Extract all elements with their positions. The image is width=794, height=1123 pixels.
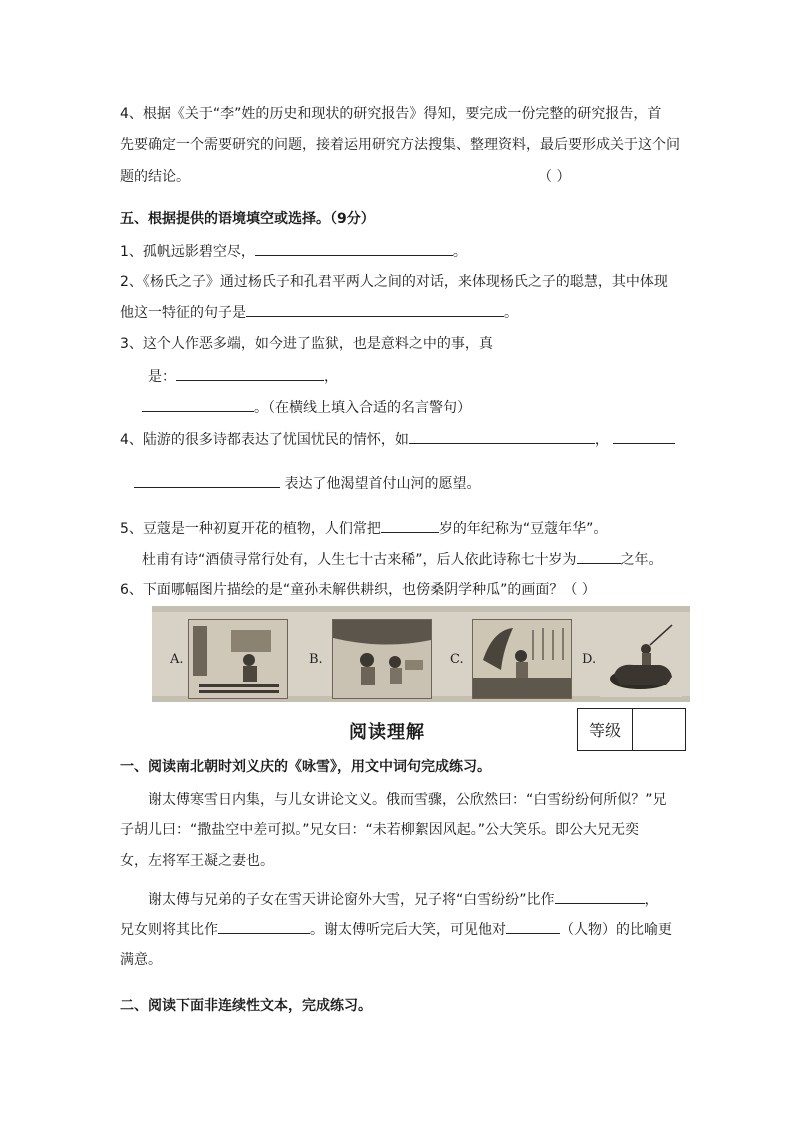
item3-line3 — [142, 397, 471, 418]
exercise-comma: ， — [644, 892, 659, 908]
reading-part2-heading: 二、阅读下面非连续性文本，完成练习。 — [120, 998, 372, 1014]
item3-label: 是： — [148, 369, 176, 385]
passage-line2: 子胡儿曰：“撒盐空中差可拟。”兄女曰：“未若柳絮因风起。”公大笑乐。即公大兄无奕 — [120, 822, 640, 838]
item2-blank[interactable] — [246, 302, 504, 317]
item5-text-d: 之年。 — [620, 552, 663, 568]
item4-end: 表达了他渴望首付山河的愿望。 — [280, 476, 481, 492]
grade-box — [577, 708, 686, 751]
item3-line2 — [148, 366, 338, 387]
exercise-text-2a: 兄女则将其比作 — [120, 922, 218, 938]
reading-part1-heading: 一、阅读南北朝时刘义庆的《咏雪》，用文中词句完成练习。 — [120, 759, 491, 775]
grade-label: 等级 — [578, 709, 633, 750]
children-scene-icon — [333, 620, 431, 698]
item1-text: 1、孤帆远影碧空尽， — [120, 244, 255, 260]
item5-text-b: 岁的年纪称为“豆蔻年华”。 — [438, 521, 608, 537]
item5-line1 — [120, 518, 607, 539]
item1-blank[interactable] — [255, 241, 453, 256]
item4-comma: ， — [594, 432, 609, 448]
section5-heading: 五、根据提供的语境填空或选择。（9分） — [120, 211, 375, 227]
option-a-picture[interactable] — [188, 619, 288, 699]
exercise-blank3[interactable] — [506, 919, 560, 934]
item6-question: 6、下面哪幅图片描绘的是“童孙未解供耕织，也傍桑阴学种瓜”的画面？（ ） — [120, 582, 596, 598]
q4-line1: 4、根据《关于“李”姓的历史和现状的研究报告》得知，要完成一份完整的研究报告，首 — [120, 106, 662, 122]
item2-line1: 2、《杨氏之子》通过杨氏子和孔君平两人之间的对话，来体现杨氏之子的聪慧，其中体现 — [120, 274, 668, 290]
exercise-line2 — [120, 919, 672, 940]
item5-text-c: 杜甫有诗“酒债寻常行处有，人生七十古来稀”，后人依此诗称七十岁为 — [142, 552, 577, 568]
item4-blank1[interactable] — [409, 429, 595, 444]
item2-line2 — [120, 302, 518, 323]
item4-blank3[interactable] — [134, 473, 280, 488]
item2-end: 。 — [504, 305, 518, 321]
melon-field-scene-icon — [473, 620, 571, 698]
option-b-picture[interactable] — [332, 619, 432, 699]
option-c-label: C. — [450, 652, 464, 667]
item6-picture-strip — [152, 606, 690, 702]
item5-text-a: 5、豆蔻是一种初夏开花的植物，人们常把 — [120, 521, 381, 537]
option-d-picture[interactable] — [600, 619, 682, 697]
reading-title: 阅读理解 — [349, 722, 425, 743]
passage-line1: 谢太傅寒雪日内集，与儿女讲论文义。俄而雪骤，公欣然曰：“白雪纷纷何所似？”兄 — [148, 792, 667, 808]
q4-line3: 题的结论。 — [120, 169, 190, 185]
item1 — [120, 241, 467, 262]
item3-blank1[interactable] — [176, 366, 324, 381]
exercise-text-2c: （人物）的比喻更 — [560, 922, 672, 938]
buffalo-rider-icon — [600, 619, 682, 697]
item2-text: 他这一特征的句子是 — [120, 305, 246, 321]
exercise-text-1: 谢太傅与兄弟的子女在雪天讲论窗外大雪，兄子将“白雪纷纷”比作 — [148, 892, 555, 908]
item3-note: 。（在横线上填入合适的名言警句） — [254, 400, 471, 416]
item3-blank2[interactable] — [142, 397, 254, 412]
item1-end: 。 — [452, 244, 467, 260]
item4-line2 — [134, 473, 480, 494]
item4-text: 4、陆游的很多诗都表达了忧国忧民的情怀，如 — [120, 432, 409, 448]
q4-answer-paren[interactable]: （ ） — [538, 169, 571, 185]
exercise-text-2b: 。谢太傅听完后大笑，可见他对 — [310, 922, 506, 938]
item5-blank2[interactable] — [577, 549, 621, 564]
passage-line3: 女，左将军王凝之妻也。 — [120, 853, 274, 869]
item3-line1: 3、这个人作恶多端，如今进了监狱，也是意料之中的事，真 — [120, 336, 493, 352]
exercise-line1 — [148, 889, 659, 910]
q4-line2: 先要确定一个需要研究的问题，接着运用研究方法搜集、整理资料，最后要形成关于这个问 — [120, 137, 680, 153]
farming-scene-icon — [189, 620, 287, 698]
exercise-blank1[interactable] — [555, 889, 645, 904]
option-b-label: B. — [309, 652, 323, 667]
exercise-blank2[interactable] — [218, 919, 310, 934]
option-a-label: A. — [170, 652, 184, 667]
item4-line1 — [120, 429, 675, 450]
item4-blank2[interactable] — [613, 429, 675, 444]
item5-blank1[interactable] — [381, 518, 439, 533]
grade-input-cell[interactable] — [633, 709, 685, 750]
option-d-label: D. — [582, 652, 597, 667]
item5-line2 — [142, 549, 663, 570]
item3-comma: ， — [324, 369, 338, 385]
option-c-picture[interactable] — [472, 619, 572, 699]
exercise-line3: 满意。 — [120, 952, 162, 968]
